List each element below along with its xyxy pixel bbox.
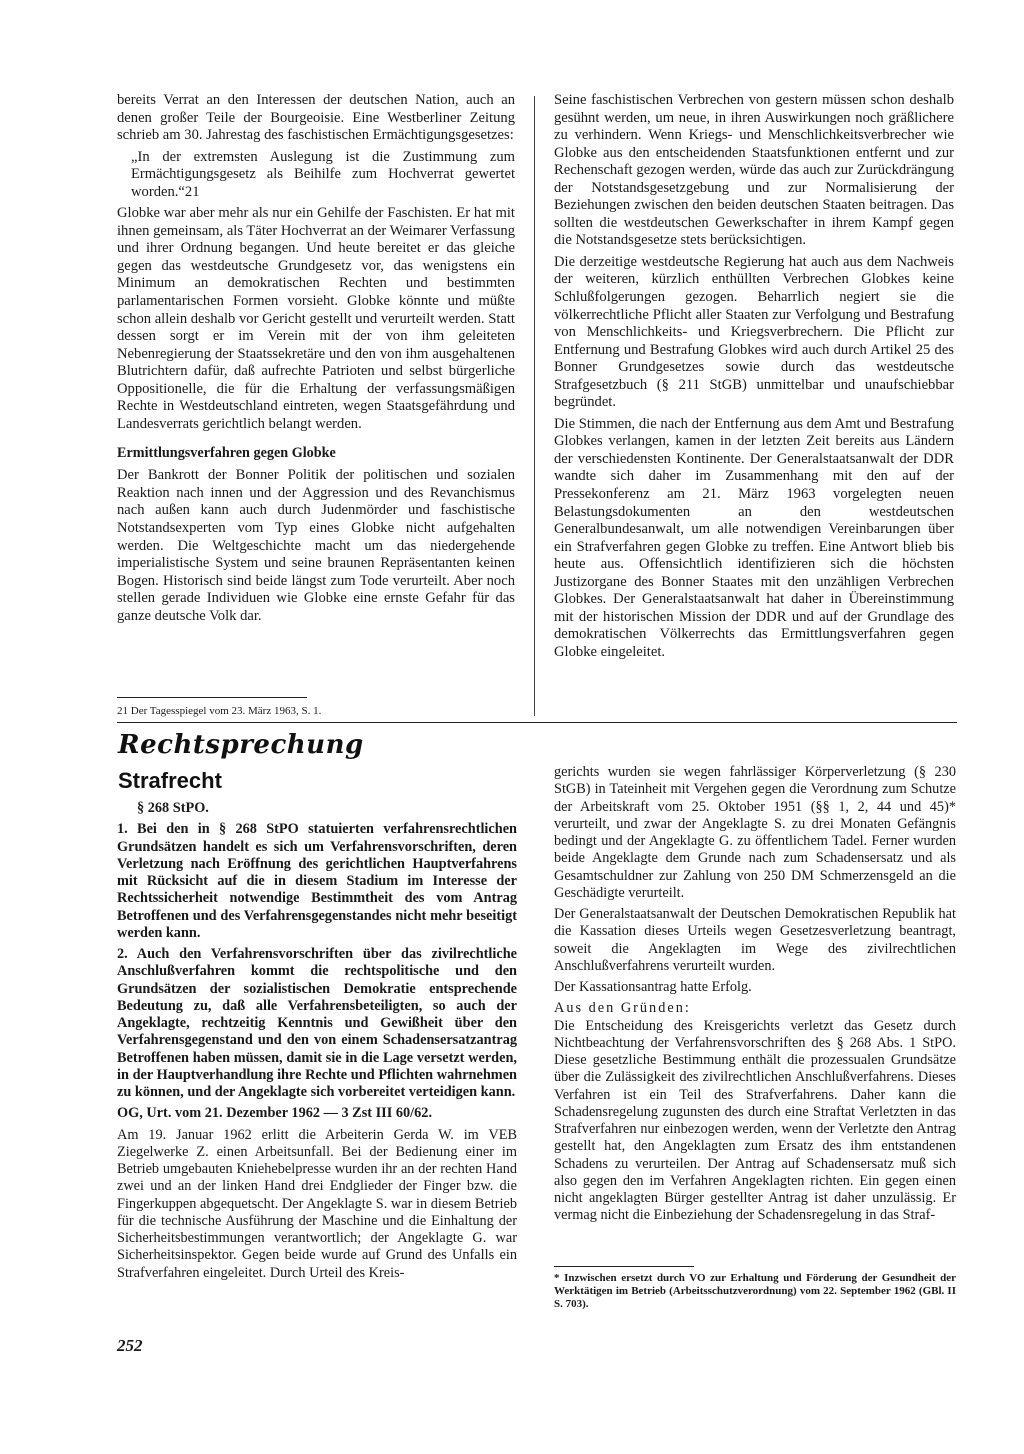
section-title: Rechtsprechung — [118, 730, 364, 760]
page-number: 252 — [117, 1336, 143, 1355]
lower-right-column — [554, 764, 956, 1225]
lower-left-column — [117, 800, 517, 1282]
column-divider — [534, 96, 535, 716]
subsection-title: Strafrecht — [118, 768, 222, 793]
reasons-heading: Aus den Gründen: — [554, 1000, 691, 1017]
paragraph: Die Entscheidung des Kreisgerichts verletzt das Gesetz durch Nichtbeachtung der Verfahrensvorschriften des § 268 Abs. 1 StPO. Diese gesetzliche Bestimmung enthält die prozessualen Grundsätze über die Zulässigkeit des zivilrechtlichen Anschlußverfahrens. Dieses Verfahren ist ein Teil des Strafverfahrens. Daher kann die Schadensregelung zugunsten des durch eine Straftat Verletzten in das Strafverfahren nur einbezogen werden, wenn der Verletzte den Antrag gestellt hat, den Angeklagten zum Ersatz des ihm entstandenen Schadens zu verurteilen. Der Antrag auf Schadensersatz muß sich also gegen den im Verfahren Angeklagten richten. Ein gegen einen nicht angeklagten Bürger gestellter Antrag ist daher unzulässig. Er vermag nicht die Einbeziehung der Schadensregelung in das Straf- — [554, 1017, 956, 1224]
paragraph: Der Generalstaatsanwalt der Deutschen Demokratischen Republik hat die Kassation dieses Urteils wegen Gesetzesverletzung beantragt, soweit die Angeklagten im Wege des zivilrechtlichen Anschlußverfahrens verurteilt wurden. — [554, 906, 956, 974]
case-citation: OG, Urt. vom 21. Dezember 1962 — 3 Zst III 60/62. — [117, 1105, 433, 1122]
footnote-rule — [554, 1266, 694, 1267]
subheading: Ermittlungsverfahren gegen Globke — [117, 445, 336, 462]
footnote: * Inzwischen ersetzt durch VO zur Erhaltung und Förderung der Gesundheit der Werktätigen im Betrieb (Arbeitsschutzverordnung) vom 22. September 1962 (GBl. II S. 703). — [554, 1272, 956, 1310]
footnote: 21 Der Tagesspiegel vom 23. März 1963, S. 1. — [117, 705, 322, 717]
statute-reference: § 268 StPO. — [137, 800, 209, 816]
paragraph: Seine faschistischen Verbrechen von gestern müssen schon deshalb gesühnt werden, um neue, in ihren Auswirkungen noch gräßlichere zu verhindern. Wenn Kriegs- und Menschlichkeitsverbrecher wie Globke aus den entscheidenden Staatsfunktionen entfernt und zur Rechenschaft gezogen werden, würde das auch zur Zurückdrängung der Notstandsgesetzgebung und zur Normalisierung der Beziehungen zwischen den beiden deutschen Staaten beitragen. Das sollten die westdeutschen Gewerkschafter in ihrem Kampf gegen die Notstandsgesetze stets berücksichtigen. — [554, 92, 954, 249]
block-quote: „In der extremsten Auslegung ist die Zustimmung zum Ermächtigungsgesetz als Beihilfe zum Hochverrat gewertet worden.“21 — [131, 148, 515, 200]
headnote: 1. Bei den in § 268 StPO statuierten verfahrensrechtlichen Grundsätzen handelt es sich um Verfahrensvorschriften, deren Verletzung nach Eröffnung des gerichtlichen Hauptverfahrens mit Rücksicht auf die in diesem Stadium im Interesse der Rechtssicherheit notwendige Bestimmtheit des vom Antrag Betroffenen und des Verfahrensgegenstandes nicht mehr beseitigt werden kann. — [117, 821, 517, 941]
paragraph: Die Stimmen, die nach der Entfernung aus dem Amt und Bestrafung Globkes verlangen, kamen in der letzten Zeit bereits aus Ländern der verschiedensten Kontinente. Der Generalstaatsanwalt der DDR wandte sich daher im Zusammenhang mit den auf der Pressekonferenz am 21. März 1963 vorgelegten neuen Belastungsdokumenten an den westdeutschen Generalbundesanwalt, um alle notwendigen Vereinbarungen über ein Strafverfahren gegen Globke zu treffen. Eine Antwort blieb bis heute aus. Offensichtlich identifizieren sich die höchsten Justizorgane des Bonner Staates mit den unzähligen Verbrechen Globkes. Der Generalstaatsanwalt hat daher in Übereinstimmung mit der historischen Mission der DDR und auf der Grundlage des demokratischen Völkerrechts das Ermittlungsverfahren gegen Globke eingeleitet. — [554, 415, 954, 660]
paragraph: Am 19. Januar 1962 erlitt die Arbeiterin Gerda W. im VEB Ziegelwerke Z. einen Arbeitsunfall. Bei der Bedienung einer im Betrieb umgebauten Kniehebelpresse wurden ihr an der rechten Hand zwei und an der linken Hand drei Endglieder der Finger bzw. die Fingerkuppen abgequetscht. Der Angeklagte S. war in diesem Betrieb für die technische Ausführung der Maschine und die Einhaltung der Sicherheitsbestimmungen verantwortlich; der Angeklagte G. war Sicherheitsinspektor. Gegen beide wurde auf Grund des Unfalls ein Strafverfahren eingeleitet. Durch Urteil des Kreis- — [117, 1126, 517, 1281]
paragraph: Die derzeitige westdeutsche Regierung hat auch aus dem Nachweis der weiteren, kürzlich enthüllten Verbrechen Globkes keine Schlußfolgerungen gezogen. Beharrlich negiert sie die völkerrechtliche Pflicht aller Staaten zur Verfolgung und Bestrafung von Menschlichkeits- und Kriegsverbrechern. Die Pflicht zur Entfernung und Bestrafung Globkes wird auch durch Artikel 25 des Bonner Grundgesetzes sowie durch das westdeutsche Strafgesetzbuch (§ 211 StGB) unmittelbar und unaufschiebbar begründet. — [554, 253, 954, 411]
paragraph: Der Kassationsantrag hatte Erfolg. — [554, 979, 752, 995]
upper-left-column — [117, 92, 515, 625]
section-divider — [117, 722, 957, 723]
paragraph: Globke war aber mehr als nur ein Gehilfe der Faschisten. Er hat mit ihnen gemeinsam, als Täter Hochverrat an der Weimarer Verfassung und ihrer Ordnung begangen. Und heute bereitet er das gleiche gegen das westdeutsche Grundgesetz vor, das wenigstens ein Minimum an demokratischen Rechten und bestimmten parlamentarischen Formen vorsieht. Globke könnte und müßte schon allein deshalb vor Gericht gestellt und verurteilt werden. Statt dessen sorgt er im Verein mit der von ihm geleiteten Nebenregierung der Staatssekretäre und den von ihm ausgehaltenen Blutrichtern dafür, daß aufrechte Patrioten und selbst bürgerliche Oppositionelle, die für die Erhaltung der verfassungsmäßigen Rechte in Westdeutschland eintreten, wegen Staatsgefährdung und Landesverrats gerichtlich belangt werden. — [117, 205, 515, 432]
upper-right-column — [554, 92, 954, 662]
footnote-rule — [117, 697, 307, 698]
headnote: 2. Auch den Verfahrensvorschriften über das zivilrechtliche Anschlußverfahren kommt die rechtspolitische und den Grundsätzen der sozialistischen Demokratie entsprechende Bedeutung zu, daß alle Verfahrensbeteiligten, so auch der Angeklagte, rechtzeitig Kenntnis und Gewißheit über den Verfahrensgegenstand und den von einem Schadensersatzantrag Betroffenen haben müssen, damit sie in die Lage versetzt werden, in der Hauptverhandlung ihre Rechte und Pflichten wahrnehmen zu können, und der Angeklagte sich vorbereitet verteidigen kann. — [117, 946, 517, 1100]
paragraph: bereits Verrat an den Interessen der deutschen Nation, auch an denen großer Teile der Bourgeoisie. Eine Westberliner Zeitung schrieb am 30. Jahrestag des faschistischen Ermächtigungsgesetzes: — [117, 92, 515, 144]
paragraph: Der Bankrott der Bonner Politik der politischen und sozialen Reaktion nach innen und der Aggression und des Revanchismus nach außen kann auch durch Judenmörder und faschistische Notstandsexperten vom Typ eines Globke nicht aufgehalten werden. Die Weltgeschichte macht um das niedergehende imperialistische System und seine braunen Repräsentanten keinen Bogen. Historisch sind beide längst zum Tode verurteilt. Aber noch stellen gerade Individuen wie Globke eine ernste Gefahr für das ganze deutsche Volk dar. — [117, 467, 515, 624]
paragraph: gerichts wurden sie wegen fahrlässiger Körperverletzung (§ 230 StGB) in Tateinheit mit Vergehen gegen die Verordnung zum Schutze der Arbeitskraft vom 25. Oktober 1951 (§§ 1, 2, 44 und 45)* verurteilt, und zwar der Angeklagte S. zu drei Monaten Gefängnis bedingt und der Angeklagte G. zu öffentlichem Tadel. Ferner wurden beide Angeklagte dem Grunde nach zum Schadensersatz und als Gesamtschuldner zur Zahlung von 250 DM Schmerzensgeld an die Geschädigte verurteilt. — [554, 764, 956, 901]
